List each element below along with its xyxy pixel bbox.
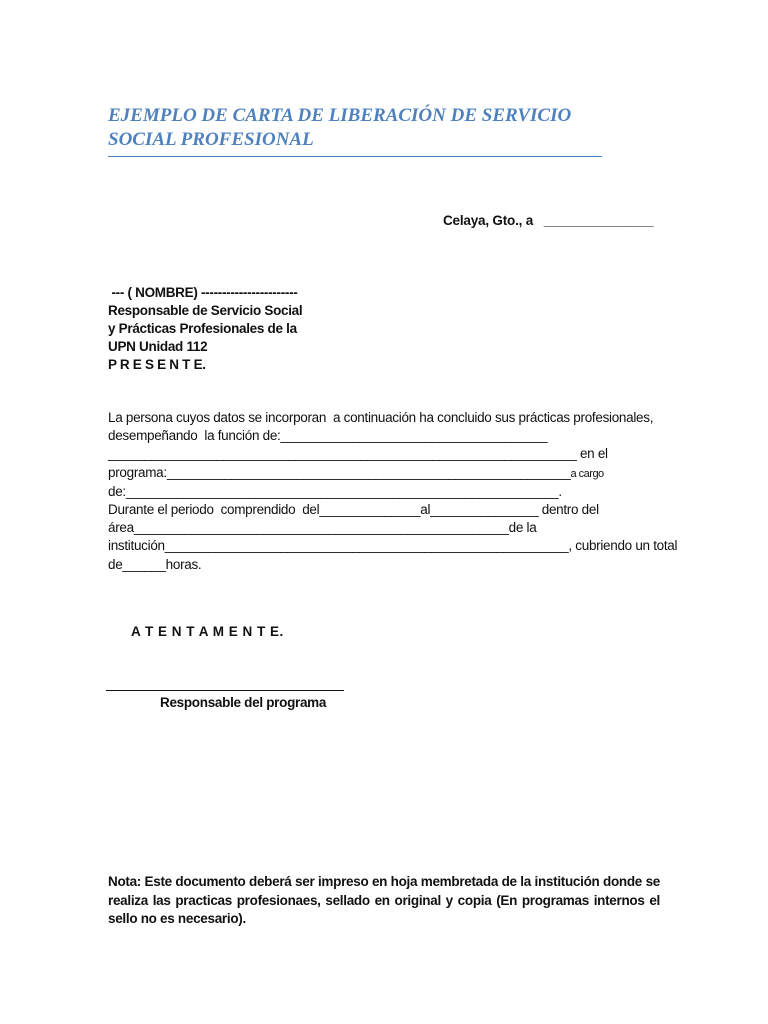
signature-label: Responsable del programa bbox=[160, 695, 327, 710]
body-line-3: _________________________________________________________________ en el bbox=[108, 446, 608, 462]
body-line-4b: a cargo bbox=[570, 467, 604, 480]
recipient-line-4: P R E S E N T E. bbox=[108, 357, 206, 372]
signature-line bbox=[106, 690, 344, 691]
recipient-line-3: UPN Unidad 112 bbox=[108, 339, 208, 354]
body-line-6: Durante el periodo comprendido del______________al_______________ dentro del bbox=[108, 502, 599, 518]
title-line-2: SOCIAL PROFESIONAL bbox=[108, 129, 314, 150]
recipient-line-1: Responsable de Servicio Social bbox=[108, 303, 303, 318]
title-underline bbox=[108, 156, 602, 157]
body-line-9: de______horas. bbox=[108, 556, 202, 572]
body-line-2: desempeñando la función de:_____________________________________ bbox=[108, 428, 548, 444]
body-line-1: La persona cuyos datos se incorporan a continuación ha concluido sus prácticas profesionales, bbox=[108, 410, 654, 425]
body-line-5: de:____________________________________________________________. bbox=[108, 483, 562, 499]
document-title bbox=[108, 104, 608, 152]
recipient-block bbox=[108, 284, 302, 374]
body-line-7: área____________________________________________________de la bbox=[108, 520, 537, 536]
letter-body bbox=[108, 409, 678, 574]
closing-salutation: A T E N T A M E N T E. bbox=[131, 624, 284, 639]
place-date: Celaya, Gto., a _______________ bbox=[443, 213, 654, 228]
footer-note: Nota: Este documento deberá ser impreso en hoja membretada de la institución donde se realiza las practicas profesionaes, sellado en original y copia (En programas internos el sello no es necesario). bbox=[108, 874, 660, 926]
title-line-1: EJEMPLO DE CARTA DE LIBERACIÓN DE SERVICIO bbox=[108, 105, 572, 126]
body-line-8: institución________________________________________________________, cubriendo un total bbox=[108, 538, 678, 554]
body-line-4 bbox=[108, 464, 638, 483]
body-line-4a: programa:________________________________________________________ bbox=[108, 464, 571, 480]
recipient-line-2: y Prácticas Profesionales de la bbox=[108, 321, 297, 336]
recipient-name-line: --- ( NOMBRE) ----------------------- bbox=[108, 285, 298, 300]
